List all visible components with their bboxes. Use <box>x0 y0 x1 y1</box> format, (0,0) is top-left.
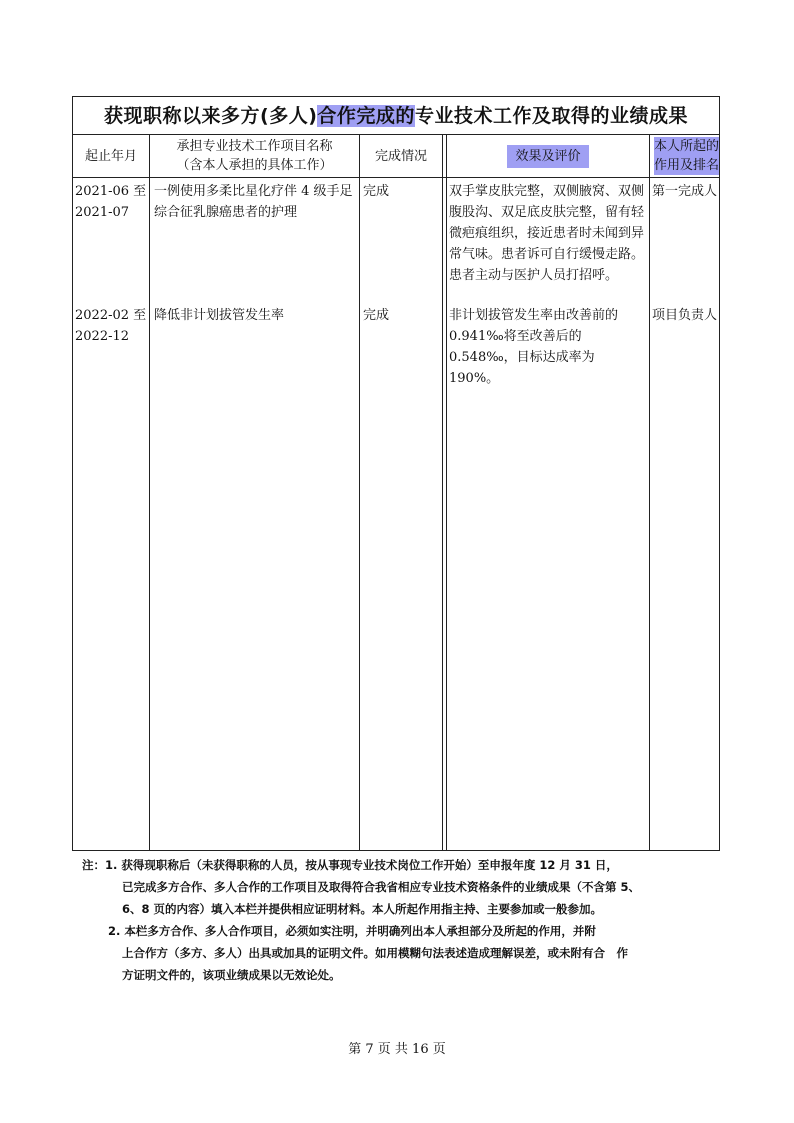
note-2-line3: 方证明文件的，该项业绩成果以无效论处。 <box>122 968 341 982</box>
header-project-line1: 承担专业技术工作项目名称 <box>176 139 333 154</box>
table-row-2-effect: 非计划拔管发生率由改善前的 0.941‰将至改善后的 0.548‰，目标达成率为 190%。 <box>449 308 619 386</box>
table-row-1-project: 一例使用多柔比星化疗伴 4 级手足综合征乳腺癌患者的护理 <box>154 184 353 220</box>
period-start: 2022-02 至 <box>75 308 147 323</box>
column-divider <box>149 135 150 850</box>
header-project <box>150 135 359 177</box>
header-effect <box>447 135 649 177</box>
table-row-2-period <box>75 305 149 347</box>
column-divider <box>359 135 360 850</box>
note-2-line1: 2. 本栏多方合作、多人合作项目，必须如实注明，并明确列出本人承担部分及所起的作用，并附 <box>108 924 596 938</box>
title-highlight: 合作完成的 <box>317 105 415 127</box>
table-row-1-role: 第一完成人 <box>652 184 718 199</box>
header-period: 起止年月 <box>84 148 137 164</box>
table-row-2-project: 降低非计划拔管发生率 <box>154 308 285 323</box>
column-divider <box>649 135 650 850</box>
title-prefix: 获现职称以来多方(多人) <box>104 105 318 127</box>
table-title <box>73 97 719 135</box>
header-status: 完成情况 <box>374 148 427 164</box>
header-role-line2: 作用及排名 <box>653 158 719 173</box>
table-row-1-period <box>75 181 149 223</box>
header-divider <box>73 177 719 178</box>
table-row-2-role: 项目负责人 <box>652 308 718 323</box>
page-footer: 第 7 页 共 16 页 <box>348 1042 446 1057</box>
header-project-line2: （含本人承担的具体工作） <box>176 158 333 173</box>
period-end: 2022-12 <box>75 329 130 344</box>
note-1-line1: 注：1. 获得现职称后（未获得职称的人员，按从事现专业技术岗位工作开始）至申报年度 12 月 31 日， <box>82 858 618 872</box>
column-divider <box>446 135 447 850</box>
note-2-line2: 上合作方（多方、多人）出具或加具的证明文件。如用模糊句法表述造成理解误差，或未附有合 作 <box>122 946 628 960</box>
header-role-line1: 本人所起的 <box>653 139 719 154</box>
notes <box>82 854 722 986</box>
table-row-1-effect: 双手掌皮肤完整，双侧腋窝、双侧腹股沟、双足底皮肤完整，留有轻微疤痕组织，接近患者时未闻到异常气味。患者诉可自行缓慢走路。患者主动与医护人员打招呼。 <box>449 184 645 283</box>
period-start: 2021-06 至 <box>75 184 147 199</box>
table-row-2-status: 完成 <box>363 308 390 323</box>
header-role <box>650 135 719 177</box>
achievement-table <box>72 96 720 851</box>
period-end: 2021-07 <box>75 205 130 220</box>
header-effect-label: 效果及评价 <box>507 145 588 168</box>
note-1-line2: 已完成多方合作、多人合作的工作项目及取得符合我省相应专业技术资格条件的业绩成果（不含第 5、 <box>122 880 640 894</box>
note-1-line3: 6、8 页的内容）填入本栏并提供相应证明材料。本人所起作用指主持、主要参加或一般参加。 <box>122 902 603 916</box>
column-divider <box>442 135 443 850</box>
table-row-1-status: 完成 <box>363 184 390 199</box>
title-suffix: 专业技术工作及取得的业绩成果 <box>414 105 688 127</box>
